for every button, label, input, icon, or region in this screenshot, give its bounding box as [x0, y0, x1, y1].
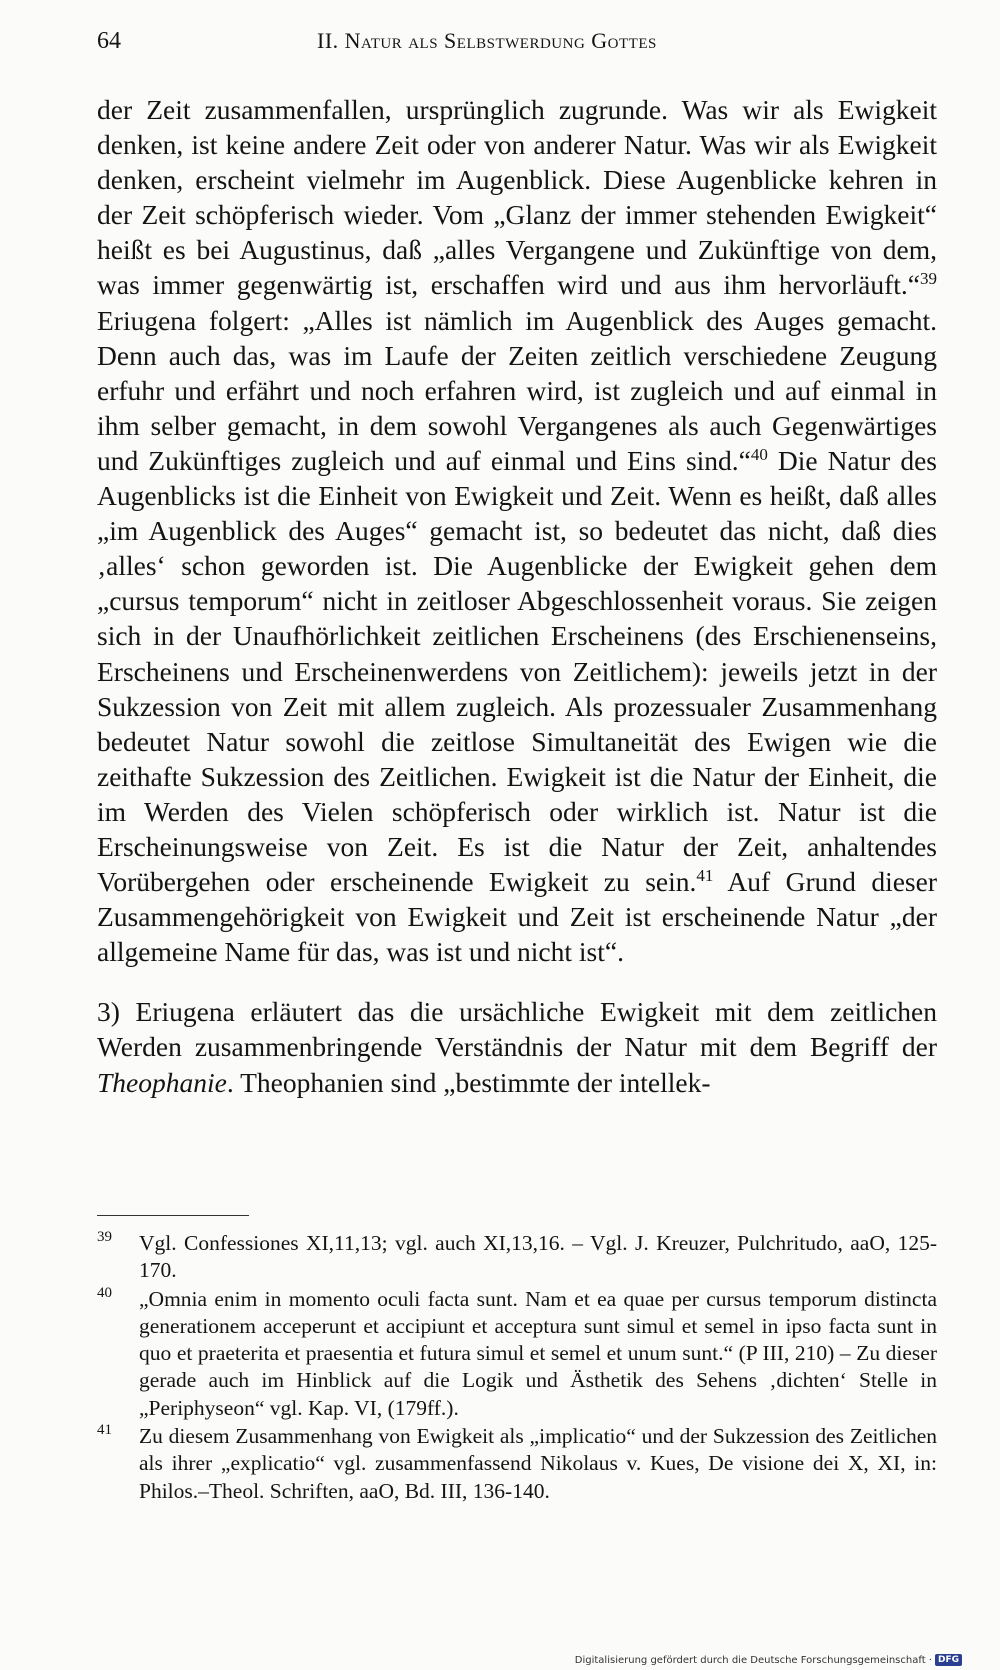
text-run: der Zeit zusammenfallen, ursprünglich zugrunde. Was wir als Ewigkeit denken, ist keine andere Zeit oder von anderer Natur. Was wir als Ewigkeit denken, erscheint vielmehr im Augenblick. Diese Augenblicke kehren in der Zeit schöpferisch wieder. Vom „Glanz der immer stehenden Ewigkeit“ heißt es bei Augustinus, daß „alles Vergangene und Zukünftige von dem, was immer gegenwärtig ist, erschaffen wird und aus ihm hervorläuft.“ [97, 94, 937, 301]
dfg-logo: DFG [935, 1654, 962, 1666]
footnote [97, 1423, 937, 1505]
text-run: Die Natur des Augenblicks ist die Einheit von Ewigkeit und Zeit. Wenn es heißt, daß alles „im Augenblick des Auges“ gemacht ist, so bedeutet das nicht, daß dies ‚alles‘ schon geworden ist. Die Augenblicke der Ewigkeit gehen dem „cursus temporum“ nicht in zeitloser Abgeschlossenheit voraus. Sie zeigen sich in der Unaufhörlichkeit zeitlichen Erscheinens (des Erschienenseins, Erscheinens und Erscheinenwerdens von Zeitlichem): jeweils jetzt in der Sukzession von Zeit mit allem zugleich. Als prozessualer Zusammenhang bedeutet Natur sowohl die zeitlose Simultaneität des Ewigen wie die zeithafte Sukzession des Zeitlichen. Ewigkeit ist die Natur der Einheit, die im Werden des Vielen schöpferisch oder wirklich ist. Natur ist die Erscheinungsweise von Zeit. Es ist die Natur der Zeit, anhaltendes Vorübergehen oder erscheinende Ewigkeit zu sein. [97, 444, 937, 898]
footnote-separator [97, 1215, 249, 1216]
page-header [97, 28, 937, 62]
footnote [97, 1286, 937, 1422]
text-run: 3) Eriugena erläutert das die ursächliche Ewigkeit mit dem zeitlichen Werden zusammenbringende Verständnis der Natur mit dem Begriff der [97, 996, 937, 1063]
text-run: Auf Grund dieser Zusammengehörigkeit von Ewigkeit und Zeit ist erscheinende Natur „der allgemeine Name für das, was ist und nicht ist“. [97, 866, 937, 968]
footnote-number: 40 [97, 1284, 112, 1301]
footnote-text: Zu diesem Zusammenhang von Ewigkeit als „implicatio“ und der Sukzession des Zeitlichen als ihrer „explicatio“ vgl. zusammenfassend Nikolaus v. Kues, De visione dei X, XI, in: Philos.–Theol. Schriften, aaO, Bd. III, 136-140. [139, 1424, 937, 1503]
footnote-ref: 40 [750, 444, 768, 464]
paragraph [97, 994, 937, 1099]
paragraph [97, 92, 937, 969]
footnote-ref: 41 [696, 865, 714, 885]
text-run: Eriugena folgert: „Alles ist nämlich im Augenblick des Auges gemacht. Denn auch das, was im Laufe der Zeiten zeitlich verschiedene Zeugung erfuhr und erfährt und noch erfahren wird, ist zugleich und auf einmal in ihm selber gemacht, in dem sowohl Vergangenes als auch Gegenwärtiges und Zukünftiges zugleich und auf einmal und Eins sind.“ [97, 304, 937, 476]
footnote-text: „Omnia enim in momento oculi facta sunt. Nam et ea quae per cursus temporum distincta generationem acceperunt et accipiunt et acceptura sunt simul et semel in ipso facta sunt in quo et praeterita et praesentia et futura simul et semel et unum sunt.“ (P III, 210) – Zu dieser gerade auch im Hinblick auf die Logik und Ästhetik des Sehens ‚dichten‘ Stelle in „Periphyseon“ vgl. Kap. VI, (179ff.). [139, 1286, 937, 1420]
text-run: . Theophanien sind „bestimmte der intellek- [226, 1066, 711, 1098]
credit-text: Digitalisierung gefördert durch die Deutsche Forschungsgemeinschaft · [574, 1655, 932, 1666]
page-number: 64 [97, 28, 121, 54]
footnote [97, 1230, 937, 1285]
running-head: II. Natur als Selbstwerdung Gottes [317, 28, 657, 53]
footnote-text: Vgl. Confessiones XI,11,13; vgl. auch XI,13,16. – Vgl. J. Kreuzer, Pulchritudo, aaO, 125-170. [139, 1231, 937, 1283]
body-text [97, 92, 937, 1100]
footnotes [97, 1230, 937, 1506]
footnote-number: 41 [97, 1422, 112, 1439]
digitization-credit [575, 1654, 962, 1666]
italic-term: Theophanie [97, 1066, 227, 1098]
footnote-number: 39 [97, 1229, 112, 1245]
footnote-ref: 39 [920, 269, 937, 289]
